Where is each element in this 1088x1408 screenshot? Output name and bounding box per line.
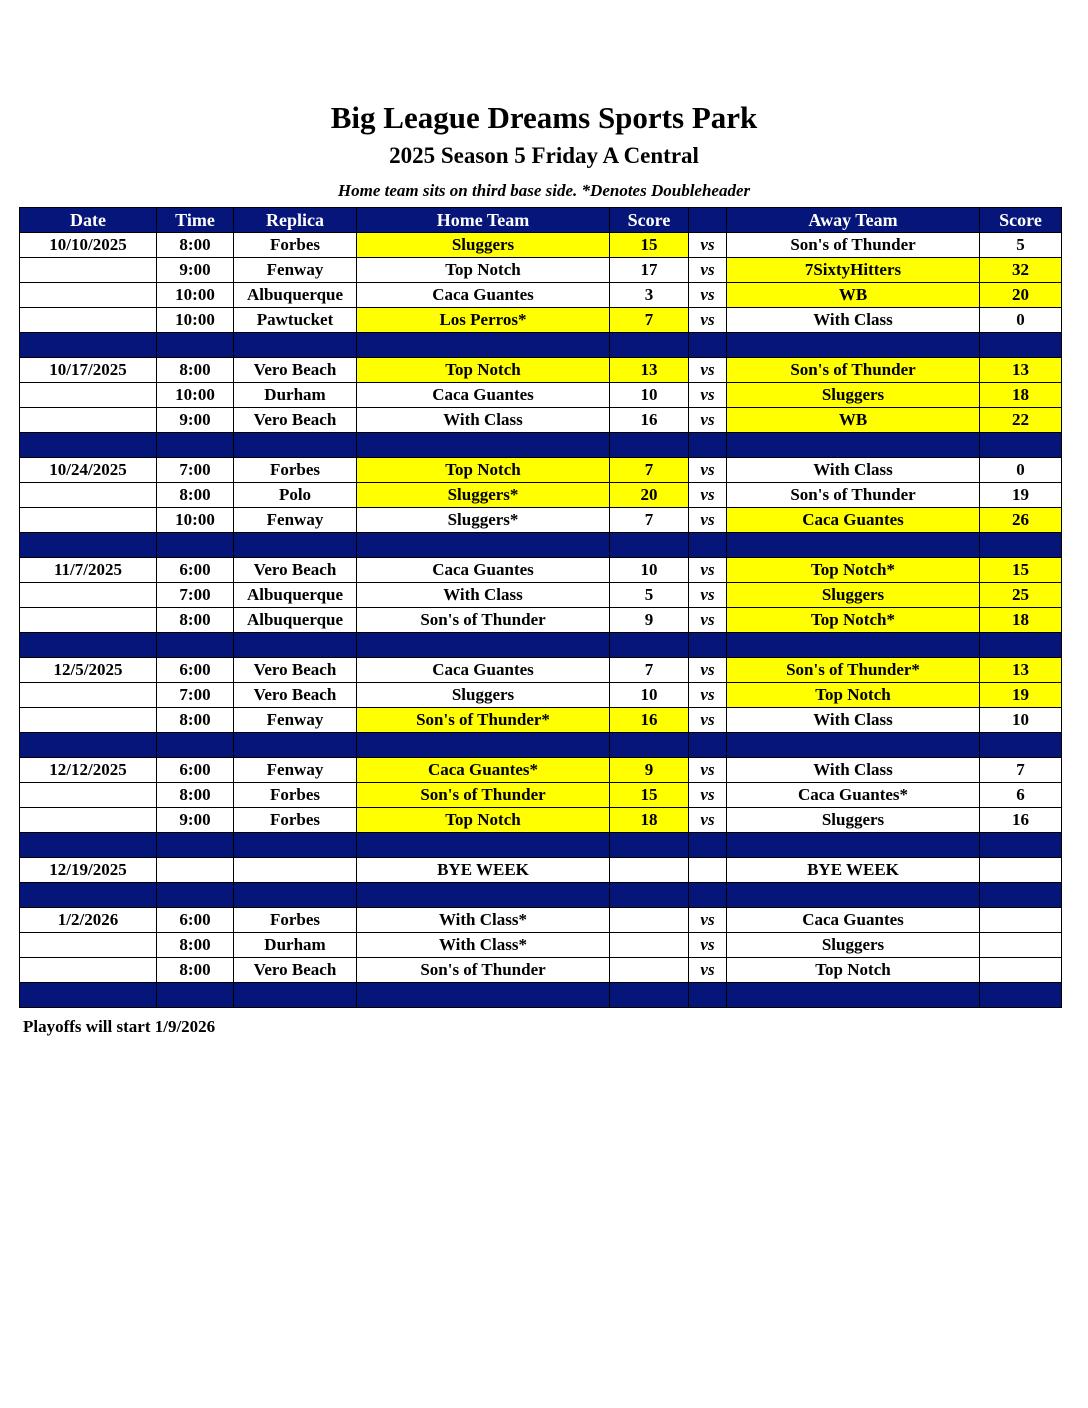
schedule-table [19,207,1062,1008]
spacer-cell [980,833,1062,858]
spacer-cell [234,833,357,858]
spacer-cell [980,533,1062,558]
spacer-cell [357,733,610,758]
col-header-replica: Replica [234,208,357,233]
spacer-cell [20,833,157,858]
spacer-row [20,883,1062,908]
spacer-cell [20,333,157,358]
time-cell: 9:00 [157,808,234,833]
home-team-cell: With Class [357,408,610,433]
time-cell: 7:00 [157,683,234,708]
spacer-cell [20,883,157,908]
replica-cell: Albuquerque [234,583,357,608]
spacer-cell [20,633,157,658]
replica-cell: Vero Beach [234,683,357,708]
vs-cell [689,858,727,883]
date-cell: 12/19/2025 [20,858,157,883]
home-score-cell: 10 [610,683,689,708]
time-cell: 8:00 [157,358,234,383]
spacer-cell [980,983,1062,1008]
away-score-cell: 15 [980,558,1062,583]
home-team-cell: Son's of Thunder [357,783,610,808]
away-score-cell: 18 [980,608,1062,633]
game-row [20,508,1062,533]
replica-cell: Fenway [234,758,357,783]
spacer-cell [234,883,357,908]
time-cell: 7:00 [157,583,234,608]
away-score-cell [980,933,1062,958]
game-row [20,283,1062,308]
spacer-cell [610,533,689,558]
vs-cell: vs [689,233,727,258]
header-row [20,208,1062,233]
home-team-cell: With Class [357,583,610,608]
replica-cell: Vero Beach [234,958,357,983]
game-row [20,933,1062,958]
game-row [20,758,1062,783]
replica-cell: Vero Beach [234,358,357,383]
spacer-cell [689,833,727,858]
spacer-cell [727,633,980,658]
home-team-cell: Caca Guantes [357,283,610,308]
time-cell: 8:00 [157,708,234,733]
spacer-cell [727,983,980,1008]
away-team-cell: With Class [727,758,980,783]
home-score-cell: 3 [610,283,689,308]
schedule-note: Home team sits on third base side. *Denotes Doubleheader [337,181,751,200]
spacer-cell [357,533,610,558]
game-row [20,308,1062,333]
date-cell [20,383,157,408]
vs-cell: vs [689,383,727,408]
spacer-cell [727,333,980,358]
home-score-cell: 16 [610,408,689,433]
game-row [20,558,1062,583]
away-score-cell: 16 [980,808,1062,833]
time-cell: 6:00 [157,658,234,683]
home-team-cell: With Class* [357,908,610,933]
page-title: Big League Dreams Sports Park [330,100,758,135]
vs-cell: vs [689,783,727,808]
spacer-row [20,833,1062,858]
home-team-cell: Top Notch [357,808,610,833]
away-score-cell [980,858,1062,883]
spacer-cell [157,333,234,358]
game-row [20,958,1062,983]
time-cell: 8:00 [157,483,234,508]
game-row [20,258,1062,283]
home-team-cell: Sluggers* [357,483,610,508]
date-cell [20,408,157,433]
spacer-cell [357,333,610,358]
spacer-cell [727,883,980,908]
col-header-home-score: Score [610,208,689,233]
home-team-cell: Caca Guantes [357,383,610,408]
vs-cell: vs [689,358,727,383]
away-team-cell: Son's of Thunder* [727,658,980,683]
date-cell [20,683,157,708]
home-team-cell: Son's of Thunder [357,958,610,983]
time-cell: 6:00 [157,758,234,783]
vs-cell: vs [689,958,727,983]
spacer-cell [20,533,157,558]
away-team-cell: Top Notch* [727,558,980,583]
vs-cell: vs [689,558,727,583]
spacer-cell [20,433,157,458]
home-team-cell: Los Perros* [357,308,610,333]
home-score-cell [610,858,689,883]
spacer-cell [689,733,727,758]
home-score-cell [610,933,689,958]
page-subtitle: 2025 Season 5 Friday A Central [389,143,699,168]
replica-cell: Polo [234,483,357,508]
replica-cell: Fenway [234,508,357,533]
time-cell: 9:00 [157,408,234,433]
away-score-cell: 5 [980,233,1062,258]
home-team-cell: Son's of Thunder [357,608,610,633]
game-row [20,708,1062,733]
bye-row [20,858,1062,883]
spacer-cell [980,333,1062,358]
home-team-cell: Sluggers* [357,508,610,533]
replica-cell: Albuquerque [234,283,357,308]
spacer-cell [157,733,234,758]
date-cell: 10/17/2025 [20,358,157,383]
game-row [20,583,1062,608]
vs-cell: vs [689,408,727,433]
away-team-cell: With Class [727,308,980,333]
home-score-cell: 7 [610,458,689,483]
spacer-row [20,733,1062,758]
time-cell: 6:00 [157,908,234,933]
replica-cell: Pawtucket [234,308,357,333]
spacer-row [20,983,1062,1008]
spacer-cell [234,433,357,458]
away-score-cell: 0 [980,308,1062,333]
vs-cell: vs [689,308,727,333]
date-cell: 11/7/2025 [20,558,157,583]
date-cell [20,258,157,283]
spacer-cell [689,883,727,908]
replica-cell: Vero Beach [234,408,357,433]
time-cell: 8:00 [157,958,234,983]
replica-cell [234,858,357,883]
vs-cell: vs [689,483,727,508]
replica-cell: Forbes [234,783,357,808]
spacer-cell [980,633,1062,658]
vs-cell: vs [689,683,727,708]
away-team-cell: WB [727,283,980,308]
date-cell: 12/5/2025 [20,658,157,683]
vs-cell: vs [689,808,727,833]
replica-cell: Vero Beach [234,558,357,583]
away-score-cell: 32 [980,258,1062,283]
home-score-cell: 17 [610,258,689,283]
home-score-cell: 15 [610,233,689,258]
spacer-cell [727,733,980,758]
away-score-cell: 13 [980,358,1062,383]
time-cell: 6:00 [157,558,234,583]
home-team-cell: Caca Guantes [357,658,610,683]
time-cell: 8:00 [157,608,234,633]
date-cell [20,283,157,308]
away-score-cell [980,908,1062,933]
spacer-cell [610,983,689,1008]
home-team-cell: Top Notch [357,458,610,483]
away-team-cell: Top Notch [727,683,980,708]
replica-cell: Vero Beach [234,658,357,683]
away-team-cell: BYE WEEK [727,858,980,883]
spacer-cell [689,433,727,458]
away-team-cell: With Class [727,708,980,733]
away-team-cell: Top Notch [727,958,980,983]
away-score-cell: 18 [980,383,1062,408]
spacer-cell [357,883,610,908]
spacer-cell [980,433,1062,458]
time-cell [157,858,234,883]
spacer-cell [357,983,610,1008]
time-cell: 8:00 [157,783,234,808]
replica-cell: Fenway [234,708,357,733]
away-score-cell: 6 [980,783,1062,808]
game-row [20,408,1062,433]
home-team-cell: Sluggers [357,683,610,708]
home-score-cell: 20 [610,483,689,508]
spacer-cell [234,983,357,1008]
home-team-cell: Sluggers [357,233,610,258]
replica-cell: Albuquerque [234,608,357,633]
time-cell: 8:00 [157,933,234,958]
away-score-cell: 13 [980,658,1062,683]
home-score-cell: 9 [610,608,689,633]
spacer-cell [157,833,234,858]
spacer-cell [157,533,234,558]
game-row [20,233,1062,258]
vs-cell: vs [689,458,727,483]
away-team-cell: Son's of Thunder [727,233,980,258]
replica-cell: Forbes [234,233,357,258]
home-team-cell: Caca Guantes* [357,758,610,783]
game-row [20,358,1062,383]
date-cell [20,308,157,333]
playoffs-note: Playoffs will start 1/9/2026 [23,1017,216,1036]
replica-cell: Fenway [234,258,357,283]
spacer-row [20,333,1062,358]
vs-cell: vs [689,933,727,958]
col-header-away-team: Away Team [727,208,980,233]
date-cell: 1/2/2026 [20,908,157,933]
time-cell: 9:00 [157,258,234,283]
replica-cell: Forbes [234,808,357,833]
away-team-cell: Son's of Thunder [727,483,980,508]
spacer-cell [157,883,234,908]
spacer-row [20,633,1062,658]
away-team-cell: WB [727,408,980,433]
time-cell: 10:00 [157,283,234,308]
vs-cell: vs [689,583,727,608]
away-team-cell: Top Notch* [727,608,980,633]
vs-cell: vs [689,708,727,733]
home-score-cell [610,908,689,933]
game-row [20,683,1062,708]
away-team-cell: 7SixtyHitters [727,258,980,283]
home-score-cell: 7 [610,658,689,683]
replica-cell: Durham [234,383,357,408]
away-team-cell: Caca Guantes [727,908,980,933]
away-score-cell: 19 [980,483,1062,508]
time-cell: 10:00 [157,383,234,408]
home-score-cell: 18 [610,808,689,833]
home-score-cell [610,958,689,983]
date-cell [20,483,157,508]
col-header-vs [689,208,727,233]
home-score-cell: 15 [610,783,689,808]
spacer-cell [980,883,1062,908]
game-row [20,383,1062,408]
spacer-cell [357,633,610,658]
home-score-cell: 16 [610,708,689,733]
col-header-home-team: Home Team [357,208,610,233]
time-cell: 7:00 [157,458,234,483]
vs-cell: vs [689,658,727,683]
date-cell: 12/12/2025 [20,758,157,783]
spacer-cell [610,733,689,758]
away-team-cell: Sluggers [727,383,980,408]
away-score-cell [980,958,1062,983]
spacer-cell [234,533,357,558]
spacer-cell [689,533,727,558]
home-score-cell: 9 [610,758,689,783]
home-team-cell: Caca Guantes [357,558,610,583]
away-score-cell: 19 [980,683,1062,708]
date-cell: 10/10/2025 [20,233,157,258]
away-score-cell: 0 [980,458,1062,483]
home-score-cell: 7 [610,308,689,333]
spacer-cell [234,733,357,758]
game-row [20,783,1062,808]
away-score-cell: 26 [980,508,1062,533]
spacer-cell [357,833,610,858]
away-team-cell: Sluggers [727,933,980,958]
spacer-cell [20,983,157,1008]
spacer-cell [610,633,689,658]
away-team-cell: Caca Guantes [727,508,980,533]
away-team-cell: Sluggers [727,583,980,608]
away-score-cell: 25 [980,583,1062,608]
spacer-cell [157,633,234,658]
vs-cell: vs [689,758,727,783]
spacer-cell [689,983,727,1008]
spacer-cell [980,733,1062,758]
away-team-cell: Sluggers [727,808,980,833]
spacer-cell [357,433,610,458]
replica-cell: Forbes [234,908,357,933]
home-score-cell: 7 [610,508,689,533]
time-cell: 10:00 [157,308,234,333]
date-cell [20,708,157,733]
date-cell [20,783,157,808]
game-row [20,658,1062,683]
game-row [20,483,1062,508]
vs-cell: vs [689,258,727,283]
vs-cell: vs [689,508,727,533]
home-score-cell: 13 [610,358,689,383]
col-header-away-score: Score [980,208,1062,233]
home-score-cell: 10 [610,383,689,408]
home-score-cell: 5 [610,583,689,608]
spacer-cell [157,983,234,1008]
vs-cell: vs [689,283,727,308]
col-header-time: Time [157,208,234,233]
time-cell: 10:00 [157,508,234,533]
spacer-row [20,533,1062,558]
away-score-cell: 10 [980,708,1062,733]
spacer-cell [689,333,727,358]
time-cell: 8:00 [157,233,234,258]
spacer-cell [157,433,234,458]
game-row [20,458,1062,483]
home-team-cell: BYE WEEK [357,858,610,883]
home-team-cell: With Class* [357,933,610,958]
home-team-cell: Top Notch [357,258,610,283]
home-team-cell: Top Notch [357,358,610,383]
spacer-row [20,433,1062,458]
date-cell [20,583,157,608]
game-row [20,608,1062,633]
home-team-cell: Son's of Thunder* [357,708,610,733]
date-cell [20,508,157,533]
date-cell: 10/24/2025 [20,458,157,483]
spacer-cell [610,883,689,908]
spacer-cell [610,333,689,358]
date-cell [20,933,157,958]
home-score-cell: 10 [610,558,689,583]
game-row [20,808,1062,833]
game-row [20,908,1062,933]
vs-cell: vs [689,608,727,633]
away-score-cell: 22 [980,408,1062,433]
away-team-cell: Son's of Thunder [727,358,980,383]
away-team-cell: Caca Guantes* [727,783,980,808]
date-cell [20,608,157,633]
replica-cell: Forbes [234,458,357,483]
spacer-cell [20,733,157,758]
spacer-cell [234,633,357,658]
replica-cell: Durham [234,933,357,958]
col-header-date: Date [20,208,157,233]
spacer-cell [727,833,980,858]
away-team-cell: With Class [727,458,980,483]
date-cell [20,958,157,983]
spacer-cell [610,833,689,858]
spacer-cell [610,433,689,458]
spacer-cell [727,433,980,458]
away-score-cell: 20 [980,283,1062,308]
schedule-body [20,233,1062,1008]
spacer-cell [689,633,727,658]
date-cell [20,808,157,833]
away-score-cell: 7 [980,758,1062,783]
spacer-cell [234,333,357,358]
vs-cell: vs [689,908,727,933]
spacer-cell [727,533,980,558]
